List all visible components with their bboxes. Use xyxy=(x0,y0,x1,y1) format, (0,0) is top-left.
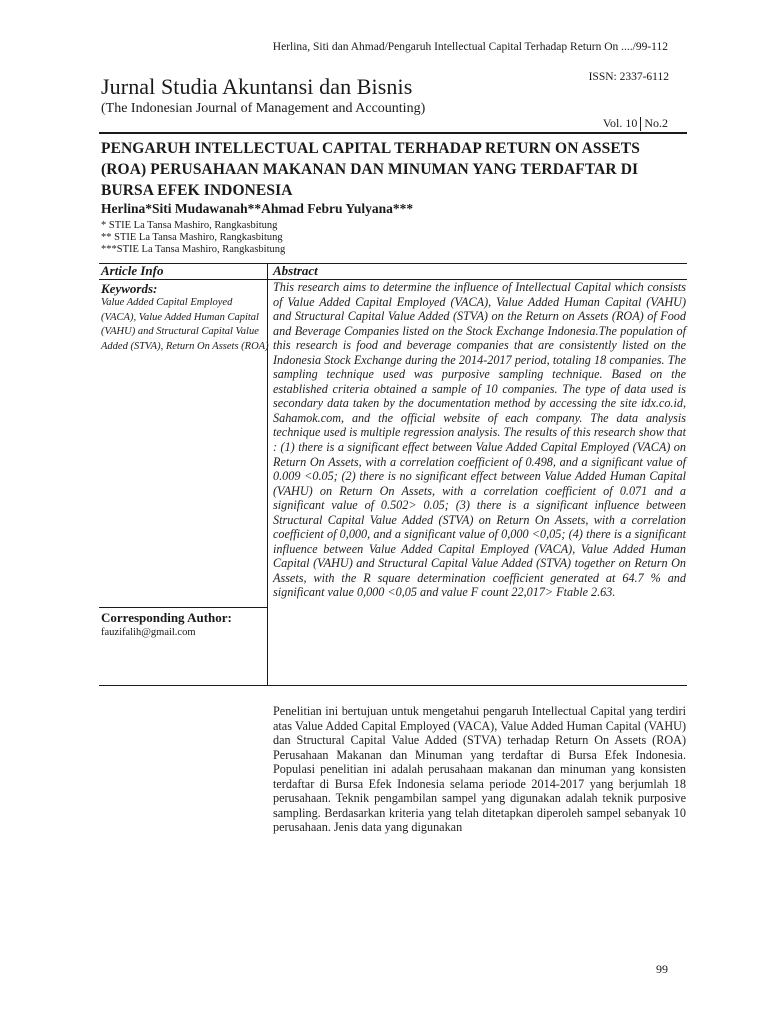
abstract-heading: Abstract xyxy=(273,263,318,278)
volume: Vol. 10 xyxy=(602,116,638,130)
running-head: Herlina, Siti dan Ahmad/Pengaruh Intellectual Capital Terhadap Return On ..../99-112 xyxy=(272,41,668,53)
article-info-heading: Article Info xyxy=(101,263,164,278)
header-rule xyxy=(99,132,687,134)
volume-number xyxy=(603,116,668,131)
affiliation-1: * STIE La Tansa Mashiro, Rangkasbitung xyxy=(101,220,278,231)
affiliation-2: ** STIE La Tansa Mashiro, Rangkasbitung xyxy=(101,232,283,243)
page-number: 99 xyxy=(656,962,668,976)
keywords-label: Keywords: xyxy=(101,281,158,296)
box-top-rule xyxy=(99,263,687,264)
issn: ISSN: 2337-6112 xyxy=(588,71,669,83)
abstract-english: This research aims to determine the influence of Intellectual Capital which consists of Value Added Capital Employed (VACA), Value Added Human Capital (VAHU) and Structural Capital Value Added (STVA) on the Return on Assets (ROA) of Food and Beverage Companies listed on the Stock Exchange Indonesia.The population of this research is food and beverage companies that are consistently listed on the Indonesia Stock Exchange during the 2014-2017 period, totaling 18 companies. The sampling technique used was purposive sampling technique. Based on the established criteria obtained a sample of 10 companies. The type of data used is secondary data taken by the documentation method by accessing the site idx.co.id, Sahamok.com, and the official website of each company. The data analysis technique used is multiple regression analysis. The results of this research show that : (1) there is a significant effect between Value Added Capital Employed (VACA) on Return On Assets, with a correlation coefficient of 0.498, and a significant value of 0.009 <0.05; (2) there is no significant effect between Value Added Human Capital (VAHU) on Return On Assets, with a correlation coefficient of 0.071 and a significant value of 0.502> 0.05; (3) there is a significant influence between Structural Capital Value Added (STVA) on Return On Assets, with a correlation coefficient of 0,000, and a significant value of 0,000 <0,05; (4) there is a significant influence between Value Added Capital Employed (VACA), Value Added Human Capital (VAHU) and Structural Capital Value Added (STVA) together on Return On Assets, with the R square determination coefficient generated at 64.7 % and significant value 0,000 <0,05 and value F count 22,017> Ftable 2.63. xyxy=(273,280,686,600)
box-bottom-rule xyxy=(99,685,687,686)
journal-subtitle: (The Indonesian Journal of Management and Accounting) xyxy=(101,101,426,116)
affiliations xyxy=(101,220,285,256)
paper-title: PENGARUH INTELLECTUAL CAPITAL TERHADAP RETURN ON ASSETS (ROA) PERUSAHAAN MAKANAN DAN MINUMAN YANG TERDAFTAR DI BURSA EFEK INDONESIA xyxy=(101,140,640,199)
abstract-indonesian: Penelitian ini bertujuan untuk mengetahui pengaruh Intellectual Capital yang terdiri atas Value Added Capital Employed (VACA), Value Added Human Capital (VAHU) dan Structural Capital Value Added (STVA) terhadap Return On Assets (ROA) Perusahaan Makanan dan Minuman yang terdaftar di Bursa Efek Indonesia. Populasi penelitian ini adalah perusahaan makanan dan minuman yang konsisten terdaftar di Bursa Efek Indonesia selama periode 2014-2017 yang berjumlah 18 perusahaan. Teknik pengambilan sampel yang digunakan adalah teknik purposive sampling. Berdasarkan kriteria yang telah ditetapkan diperoleh sampel sebanyak 10 perusahaan. Jenis data yang digunakan xyxy=(273,704,686,835)
authors: Herlina*Siti Mudawanah**Ahmad Febru Yulyana*** xyxy=(101,201,414,216)
issue-number: No.2 xyxy=(644,116,668,130)
affiliation-3: ***STIE La Tansa Mashiro, Rangkasbitung xyxy=(101,244,286,255)
volume-divider xyxy=(640,117,641,131)
corresponding-author-label: Corresponding Author: xyxy=(101,610,232,625)
keywords-text: Value Added Capital Employed (VACA), Value Added Human Capital (VAHU) and Structural Capital Value Added (STVA), Return On Assets (ROA) xyxy=(101,297,269,352)
keywords-bottom-rule xyxy=(99,607,267,608)
journal-title: Jurnal Studia Akuntansi dan Bisnis xyxy=(101,74,413,99)
corresponding-author-email: fauzifalih@gmail.com xyxy=(101,627,196,638)
